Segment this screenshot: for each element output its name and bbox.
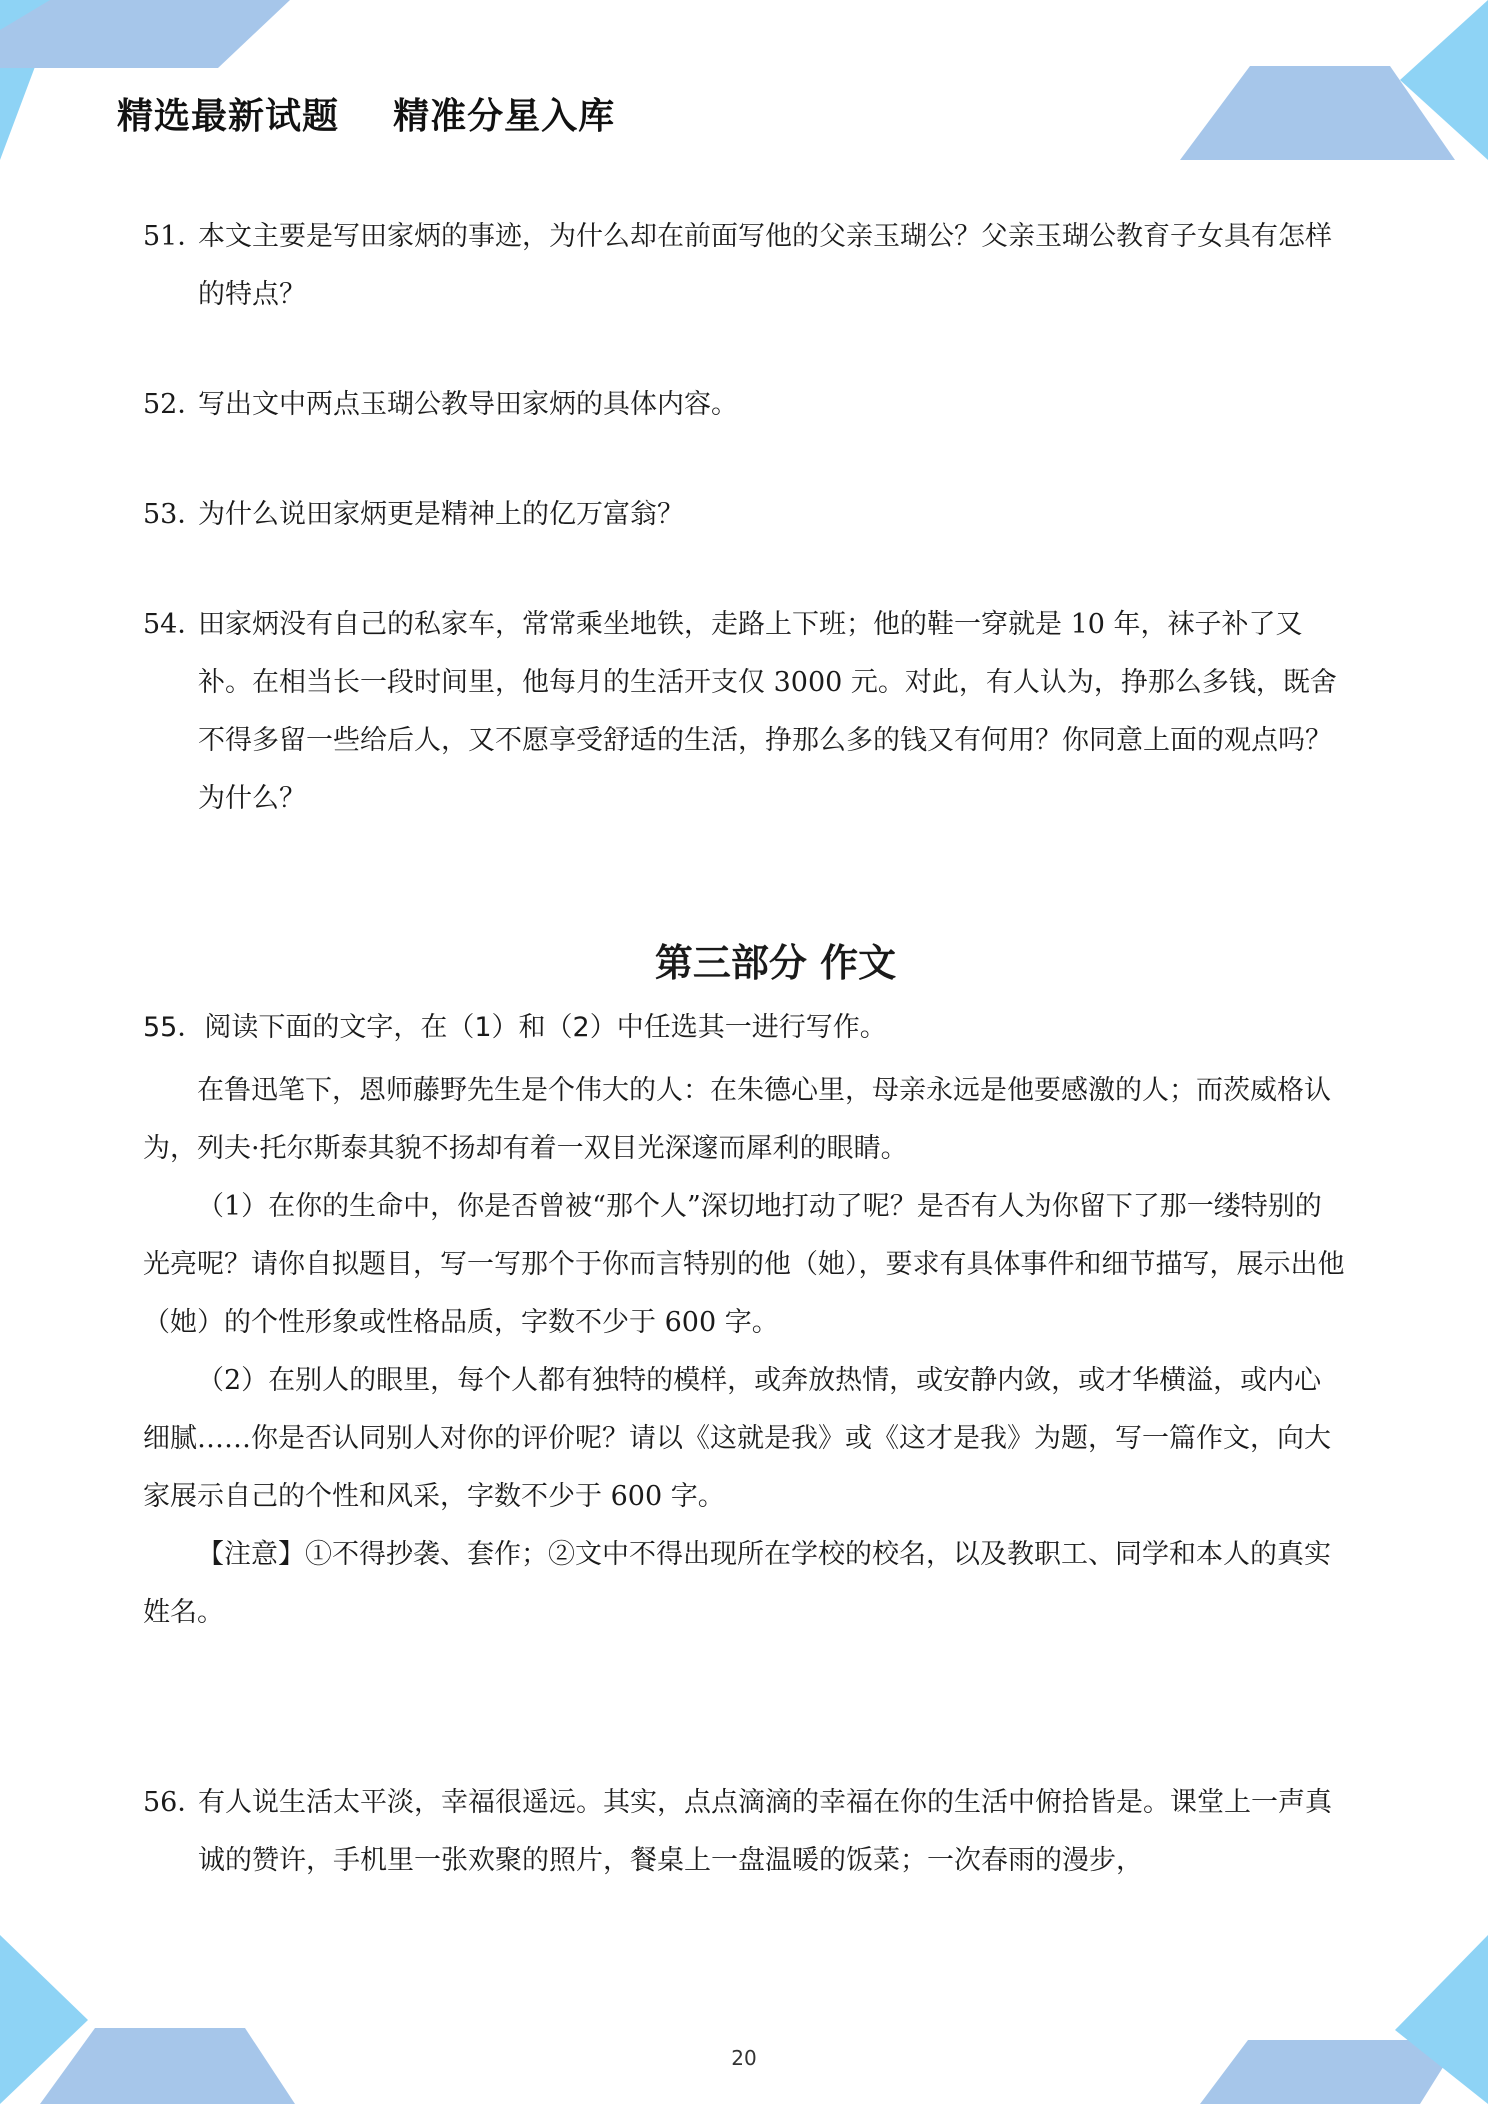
q55-intro-paragraph: 在鲁迅笔下，恩师藤野先生是个伟大的人：在朱德心里，母亲永远是他要感激的人；而茨威格认为，列夫·托尔斯泰其貌不扬却有着一双目光深邃而犀利的眼睛。 xyxy=(143,1075,1331,1164)
question-53 xyxy=(143,486,1348,544)
question-55-heading: 55．阅读下面的文字，在（1）和（2）中任选其一进行写作。 xyxy=(143,1012,887,1043)
q55-option-1: （1）在你的生命中，你是否曾被“那个人”深切地打动了呢？是否有人为你留下了那一缕特别的光亮呢？请你自拟题目，写一写那个于你而言特别的他（她），要求有具体事件和细节描写，展示出他（她）的个性形象或性格品质，字数不少于 600 字。 xyxy=(143,1191,1345,1338)
question-number: 53． xyxy=(143,499,205,530)
document-body xyxy=(143,208,1348,1890)
question-text: 田家炳没有自己的私家车，常常乘坐地铁，走路上下班；他的鞋一穿就是 10 年，袜子补了又补。在相当长一段时间里，他每月的生活开支仅 3000 元。对此，有人认为，挣那么多钱，既舍不得多留一些给后人，又不愿享受舒适的生活，挣那么多的钱又有何用？你同意上面的观点吗？为什么？ xyxy=(198,609,1337,814)
question-text: 为什么说田家炳更是精神上的亿万富翁？ xyxy=(198,499,684,530)
deco-top-left-band xyxy=(0,0,290,68)
deco-top-left-triangle xyxy=(0,0,60,160)
deco-bottom-left-triangle xyxy=(0,1935,88,2104)
question-56 xyxy=(143,1774,1348,1890)
question-54 xyxy=(143,596,1348,828)
question-number: 56． xyxy=(143,1787,205,1818)
spacer xyxy=(143,1642,1348,1774)
question-number: 52． xyxy=(143,389,205,420)
question-text: 有人说生活太平淡，幸福很遥远。其实，点点滴滴的幸福在你的生活中俯拾皆是。课堂上一声真诚的赞许，手机里一张欢聚的照片，餐桌上一盘温暖的饭菜；一次春雨的漫步， xyxy=(198,1787,1332,1876)
question-number: 51． xyxy=(143,221,205,252)
question-text: 写出文中两点玉瑚公教导田家炳的具体内容。 xyxy=(198,389,738,420)
question-52 xyxy=(143,376,1348,434)
q55-notice: 【注意】①不得抄袭、套作；②文中不得出现所在学校的校名，以及教职工、同学和本人的真实姓名。 xyxy=(143,1539,1331,1628)
deco-bottom-right-triangle xyxy=(1395,1935,1488,2104)
header-title: 精选最新试题 精准分星入库 xyxy=(117,96,616,137)
question-51 xyxy=(143,208,1348,324)
deco-top-right-triangle xyxy=(1400,0,1488,160)
question-number: 54． xyxy=(143,609,205,640)
deco-top-right-band xyxy=(1180,66,1455,160)
section-title: 第三部分 作文 xyxy=(654,941,897,985)
question-text: 本文主要是写田家炳的事迹，为什么却在前面写他的父亲玉瑚公？父亲玉瑚公教育子女具有怎样的特点？ xyxy=(198,221,1332,310)
page-number: 20 xyxy=(731,2046,757,2070)
q55-option-2: （2）在别人的眼里，每个人都有独特的模样，或奔放热情，或安静内敛，或才华横溢，或内心细腻……你是否认同别人对你的评价呢？请以《这就是我》或《这才是我》为题，写一篇作文，向大家展示自己的个性和风采，字数不少于 600 字。 xyxy=(143,1365,1331,1512)
